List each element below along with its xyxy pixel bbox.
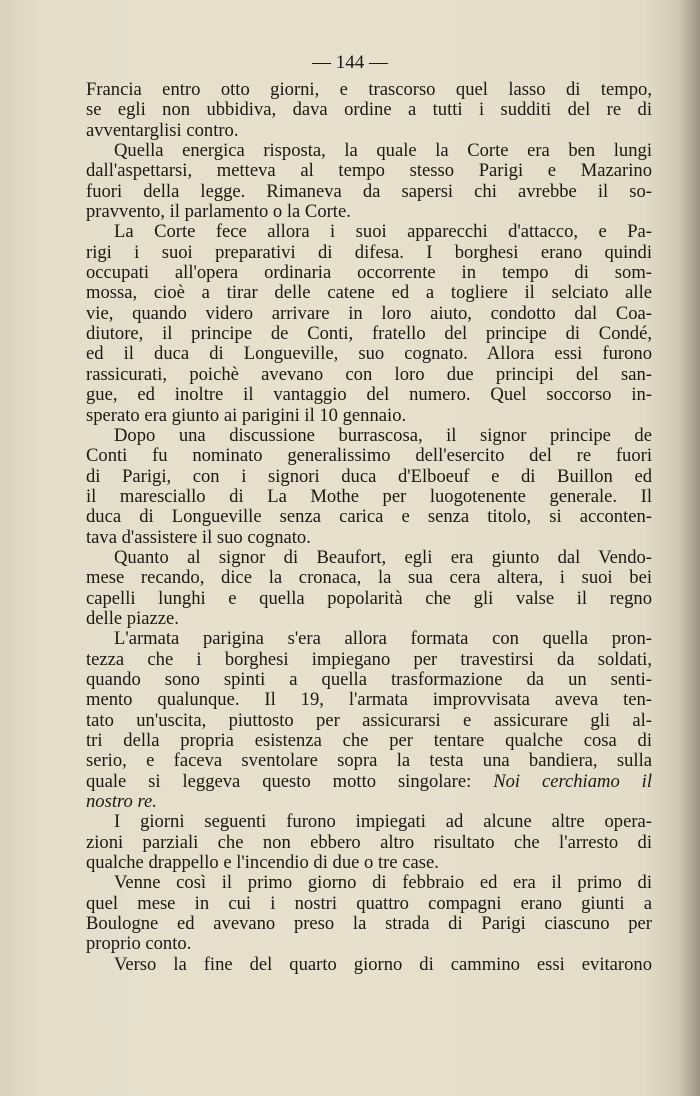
text-line: delle piazze. — [86, 607, 179, 629]
motto-text-end: nostro re. — [86, 791, 157, 813]
text-line: tato un'uscita, piuttosto per assicurarsi e assicurare gli al- — [86, 709, 652, 731]
text-line: mento qualunque. Il 19, l'armata improvvisata aveva ten- — [86, 689, 652, 711]
text-line: mossa, cioè a tirar delle catene ed a togliere il selciato alle — [86, 282, 652, 304]
text-line: L'armata parigina s'era allora formata con quella pron- — [114, 628, 652, 650]
text-line: Venne così il primo giorno di febbraio ed era il primo di — [114, 872, 652, 894]
text-line: Conti fu nominato generalissimo dell'esercito del re fuori — [86, 445, 652, 467]
text-line: diutore, il principe de Conti, fratello del principe di Condé, — [86, 323, 652, 345]
text-line: tezza che i borghesi impiegano per travestirsi da soldati, — [86, 648, 652, 670]
text-line: duca di Longueville senza carica e senza titolo, si acconten- — [86, 506, 652, 528]
paragraph — [86, 629, 652, 812]
text-line: Boulogne ed avevano preso la strada di Parigi ciascuno per — [86, 913, 652, 935]
text-line: dall'aspettarsi, metteva al tempo stesso Parigi e Mazarino — [86, 160, 652, 182]
body-text — [86, 80, 652, 975]
motto-text: Noi cerchiamo il — [493, 770, 652, 792]
text-line: il maresciallo di La Mothe per luogotenente generale. Il — [86, 485, 652, 507]
paragraph — [86, 812, 652, 873]
text-line: tava d'assistere il suo cognato. — [86, 526, 311, 548]
paragraph — [86, 222, 652, 425]
text-line: ed il duca di Longueville, suo cognato. Allora essi furono — [86, 343, 652, 365]
text-line: se egli non ubbidiva, dava ordine a tutti i sudditi del re di — [86, 99, 652, 121]
text-line: rigi i suoi preparativi di difesa. I borghesi erano quindi — [86, 241, 652, 263]
text-line: di Parigi, con i signori duca d'Elboeuf e di Buillon ed — [86, 465, 652, 487]
text-line: rassicurati, poichè avevano con loro due principi del san- — [86, 363, 652, 385]
paragraph — [86, 548, 652, 629]
text-line: quando sono spinti a quella trasformazione da un senti- — [86, 668, 652, 690]
paragraph — [86, 141, 652, 222]
text-line: proprio conto. — [86, 933, 192, 955]
text-line: qualche drappello e l'incendio di due o tre case. — [86, 852, 439, 874]
text-line: sperato era giunto ai parigini il 10 gennaio. — [86, 404, 407, 426]
text-line: capelli lunghi e quella popolarità che gli valse il regno — [86, 587, 652, 609]
text-line: vie, quando videro arrivare in loro aiuto, condotto dal Coa- — [86, 302, 652, 324]
paragraph — [86, 955, 652, 975]
text-line: gue, ed inoltre il vantaggio del numero. Quel soccorso in- — [86, 384, 652, 406]
paragraph — [86, 873, 652, 954]
text-line — [86, 772, 652, 792]
text-line: tri della propria esistenza che per tentare qualche cosa di — [86, 730, 652, 751]
paragraph — [86, 80, 652, 141]
text-line: Quanto al signor di Beaufort, egli era giunto dal Vendo- — [114, 546, 652, 568]
text-line: pravvento, il parlamento o la Corte. — [86, 201, 351, 223]
text-line: serio, e faceva sventolare sopra la testa una bandiera, sulla — [86, 750, 652, 772]
text-line: avventarglisi contro. — [86, 119, 239, 141]
text-line: quel mese in cui i nostri quattro compagni erano giunti a — [86, 892, 652, 914]
paragraph — [86, 426, 652, 548]
text-line: I giorni seguenti furono impiegati ad alcune altre opera- — [114, 811, 652, 833]
text-line: Dopo una discussione burrascosa, il signor principe de — [114, 424, 652, 446]
text-line — [86, 792, 652, 812]
text-line: Francia entro otto giorni, e trascorso quel lasso di tempo, — [86, 79, 652, 100]
text-line: mese recando, dice la cronaca, la sua cera altera, i suoi bei — [86, 567, 652, 589]
text-line: Verso la fine del quarto giorno di cammino essi evitarono — [114, 953, 652, 975]
text-line: zioni parziali che non ebbero altro risultato che l'arresto di — [86, 831, 652, 853]
text-line: La Corte fece allora i suoi apparecchi d'attacco, e Pa- — [114, 221, 652, 243]
text-line: fuori della legge. Rimaneva da sapersi chi avrebbe il so- — [86, 180, 652, 202]
text-line: occupati all'opera ordinaria occorrente in tempo di som- — [86, 262, 652, 284]
motto-intro: quale si leggeva questo motto singolare: — [86, 770, 494, 792]
text-line: Quella energica risposta, la quale la Corte era ben lungi — [114, 140, 652, 162]
page-number: — 144 — — [312, 52, 388, 73]
